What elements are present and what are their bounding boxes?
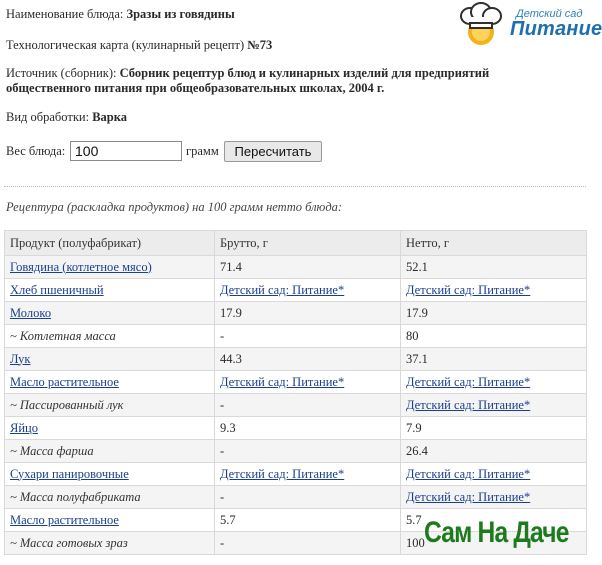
product-cell bbox=[5, 463, 215, 486]
info-link[interactable]: Детский сад: Питание* bbox=[406, 282, 531, 297]
recipe-caption: Рецептура (раскладка продуктов) на 100 грамм нетто блюда: bbox=[6, 200, 343, 214]
brutto-cell: - bbox=[215, 486, 401, 509]
source-title-1: Сборник рецептур блюд и кулинарных изделий для предприятий bbox=[119, 66, 490, 80]
netto-cell: 26.4 bbox=[401, 440, 587, 463]
dish-name-line bbox=[6, 7, 235, 22]
brutto-cell: - bbox=[215, 325, 401, 348]
brutto-cell: 5.7 bbox=[215, 509, 401, 532]
product-link[interactable]: Хлеб пшеничный bbox=[10, 282, 104, 297]
product-cell bbox=[5, 348, 215, 371]
brutto-cell: 71.4 bbox=[215, 256, 401, 279]
product-cell bbox=[5, 256, 215, 279]
product-cell bbox=[5, 371, 215, 394]
subtotal-label: ~ Масса фарша bbox=[5, 440, 215, 463]
brutto-cell: - bbox=[215, 394, 401, 417]
table-row bbox=[5, 371, 587, 394]
table-row bbox=[5, 279, 587, 302]
techcard-label: Технологическая карта (кулинарный рецепт) bbox=[6, 38, 245, 52]
table-row bbox=[5, 417, 587, 440]
netto-cell: 37.1 bbox=[401, 348, 587, 371]
product-cell bbox=[5, 509, 215, 532]
column-header-netto: Нетто, г bbox=[401, 231, 587, 256]
info-link[interactable]: Детский сад: Питание* bbox=[220, 466, 345, 481]
netto-cell: 5.7 bbox=[401, 509, 587, 532]
info-link[interactable]: Детский сад: Питание* bbox=[406, 489, 531, 504]
netto-cell: 17.9 bbox=[401, 302, 587, 325]
table-row bbox=[5, 325, 587, 348]
info-link[interactable]: Детский сад: Питание* bbox=[406, 397, 531, 412]
process-label: Вид обработки: bbox=[6, 110, 90, 124]
netto-cell: 7.9 bbox=[401, 417, 587, 440]
techcard-line bbox=[6, 38, 272, 53]
dish-name: Зразы из говядины bbox=[126, 7, 235, 21]
brutto-cell bbox=[215, 463, 401, 486]
logo-line1: Детский сад bbox=[516, 8, 583, 20]
info-link[interactable]: Детский сад: Питание* bbox=[220, 282, 345, 297]
weight-label: Вес блюда: bbox=[6, 144, 66, 158]
table-row bbox=[5, 256, 587, 279]
techcard-number: №73 bbox=[247, 38, 273, 52]
brutto-cell: 44.3 bbox=[215, 348, 401, 371]
source-line bbox=[6, 66, 489, 81]
brutto-cell: 17.9 bbox=[215, 302, 401, 325]
product-cell bbox=[5, 417, 215, 440]
chef-hat-icon bbox=[452, 2, 510, 46]
subtotal-label: ~ Масса полуфабриката bbox=[5, 486, 215, 509]
subtotal-label: ~ Пассированный лук bbox=[5, 394, 215, 417]
table-row bbox=[5, 463, 587, 486]
watermark: Сам На Даче bbox=[424, 516, 569, 549]
weight-unit: грамм bbox=[186, 144, 219, 158]
netto-cell: 80 bbox=[401, 325, 587, 348]
brutto-cell: 9.3 bbox=[215, 417, 401, 440]
brutto-cell: - bbox=[215, 532, 401, 555]
brutto-cell bbox=[215, 279, 401, 302]
weight-input[interactable] bbox=[70, 141, 182, 161]
process-line bbox=[6, 110, 127, 125]
table-header-row bbox=[5, 231, 587, 256]
process-value: Варка bbox=[92, 110, 128, 124]
product-link[interactable]: Масло растительное bbox=[10, 374, 119, 389]
netto-cell bbox=[401, 394, 587, 417]
info-link[interactable]: Детский сад: Питание* bbox=[406, 374, 531, 389]
netto-cell bbox=[401, 486, 587, 509]
netto-cell: 100 bbox=[401, 532, 587, 555]
dish-label: Наименование блюда: bbox=[6, 7, 124, 21]
column-header-brutto: Брутто, г bbox=[215, 231, 401, 256]
product-cell bbox=[5, 302, 215, 325]
table-row bbox=[5, 394, 587, 417]
product-link[interactable]: Лук bbox=[10, 351, 31, 366]
subtotal-label: ~ Котлетная масса bbox=[5, 325, 215, 348]
table-row bbox=[5, 486, 587, 509]
column-header-product: Продукт (полуфабрикат) bbox=[5, 231, 215, 256]
brutto-cell bbox=[215, 371, 401, 394]
product-link[interactable]: Яйцо bbox=[10, 420, 38, 435]
table-row bbox=[5, 440, 587, 463]
info-link[interactable]: Детский сад: Питание* bbox=[220, 374, 345, 389]
logo-line2: Питание bbox=[510, 18, 602, 40]
product-link[interactable]: Сухари панировочные bbox=[10, 466, 129, 481]
source-title-2: общественного питания при общеобразовательных школах, 2004 г. bbox=[6, 81, 385, 95]
brutto-cell: - bbox=[215, 440, 401, 463]
info-link[interactable]: Детский сад: Питание* bbox=[406, 466, 531, 481]
recalculate-button[interactable]: Пересчитать bbox=[224, 141, 322, 162]
table-row bbox=[5, 302, 587, 325]
netto-cell bbox=[401, 371, 587, 394]
netto-cell bbox=[401, 279, 587, 302]
product-link[interactable]: Молоко bbox=[10, 305, 52, 320]
netto-cell: 52.1 bbox=[401, 256, 587, 279]
product-link[interactable]: Масло растительное bbox=[10, 512, 119, 527]
subtotal-label: ~ Масса готовых зраз bbox=[5, 532, 215, 555]
recipe-table bbox=[4, 230, 587, 555]
netto-cell bbox=[401, 463, 587, 486]
logo bbox=[452, 2, 602, 46]
product-link[interactable]: Говядина (котлетное мясо) bbox=[10, 259, 152, 274]
source-label: Источник (сборник): bbox=[6, 66, 117, 80]
divider bbox=[4, 186, 586, 187]
table-row bbox=[5, 348, 587, 371]
product-cell bbox=[5, 279, 215, 302]
